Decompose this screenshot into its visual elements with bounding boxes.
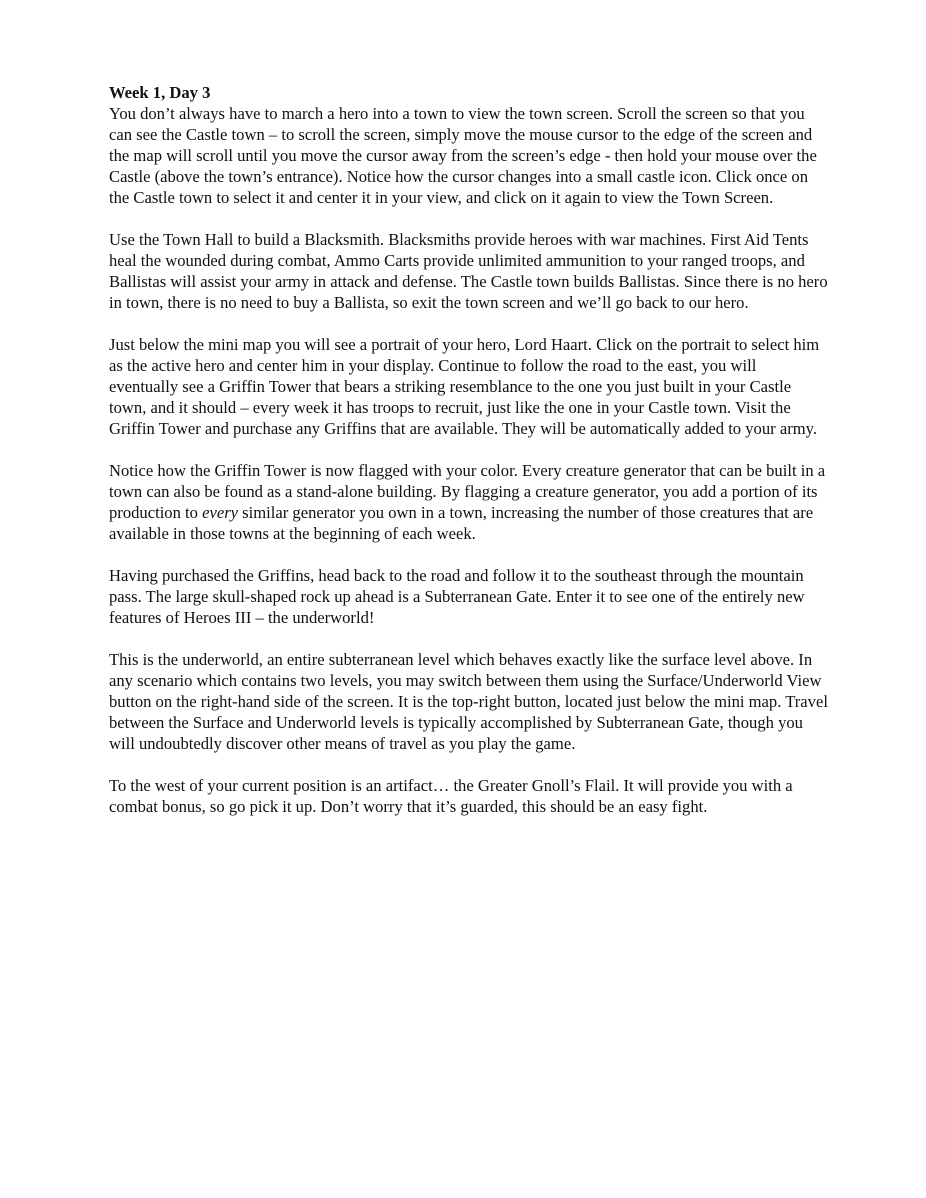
emphasis-text: every (202, 503, 239, 522)
paragraph-creature-generator (109, 460, 829, 544)
paragraph-town-screen: You don’t always have to march a hero into a town to view the town screen. Scroll the screen so that you can see the Castle town – to scroll the screen, simply move the mouse cursor to the edge of the screen and the map will scroll until you move the cursor away from the screen’s edge - then hold your mouse over the Castle (above the town’s entrance). Notice how the cursor changes into a small castle icon. Click once on the Castle town to select it and center it in your view, and click on it again to view the Town Screen. (109, 104, 817, 207)
paragraph-blacksmith: Use the Town Hall to build a Blacksmith. Blacksmiths provide heroes with war machines. First Aid Tents heal the wounded during combat, Ammo Carts provide unlimited ammunition to your ranged troops, and Ballistas will assist your army in attack and defense. The Castle town builds Ballistas. Since there is no hero in town, there is no need to buy a Ballista, so exit the town screen and we’ll go back to our hero. (109, 230, 828, 312)
paragraph-text: similar generator you own in a town, increasing the number of those creatures that are available in those towns at the beginning of each week. (109, 503, 814, 543)
section-heading: Week 1, Day 3 (109, 83, 211, 102)
paragraph-griffin-tower: Just below the mini map you will see a portrait of your hero, Lord Haart. Click on the portrait to select him as the active hero and center him in your display. Continue to follow the road to the east, you will eventually see a Griffin Tower that bears a striking resemblance to the one you just built in your Castle town, and it should – every week it has troops to recruit, just like the one in your Castle town. Visit the Griffin Tower and purchase any Griffins that are available. They will be automatically added to your army. (109, 335, 820, 438)
paragraph-subterranean-gate: Having purchased the Griffins, head back to the road and follow it to the southeast through the mountain pass. The large skull-shaped rock up ahead is a Subterranean Gate. Enter it to see one of the entirely new features of Heroes III – the underworld! (109, 566, 805, 627)
paragraph-text: Notice how the Griffin Tower is now flagged with your color. Every creature generator that can be built in a town can also be found as a stand-alone building. By flagging a creature generator, you add a portion of its production to (109, 461, 826, 522)
document-page (109, 82, 829, 817)
paragraph-gnoll-flail: To the west of your current position is an artifact… the Greater Gnoll’s Flail. It will provide you with a combat bonus, so go pick it up. Don’t worry that it’s guarded, this should be an easy fight. (109, 776, 793, 816)
paragraph-underworld: This is the underworld, an entire subterranean level which behaves exactly like the surface level above. In any scenario which contains two levels, you may switch between them using the Surface/Underworld View button on the right-hand side of the screen. It is the top-right button, located just below the mini map. Travel between the Surface and Underworld levels is typically accomplished by Subterranean Gate, though you will undoubtedly discover other means of travel as you play the game. (109, 650, 828, 753)
